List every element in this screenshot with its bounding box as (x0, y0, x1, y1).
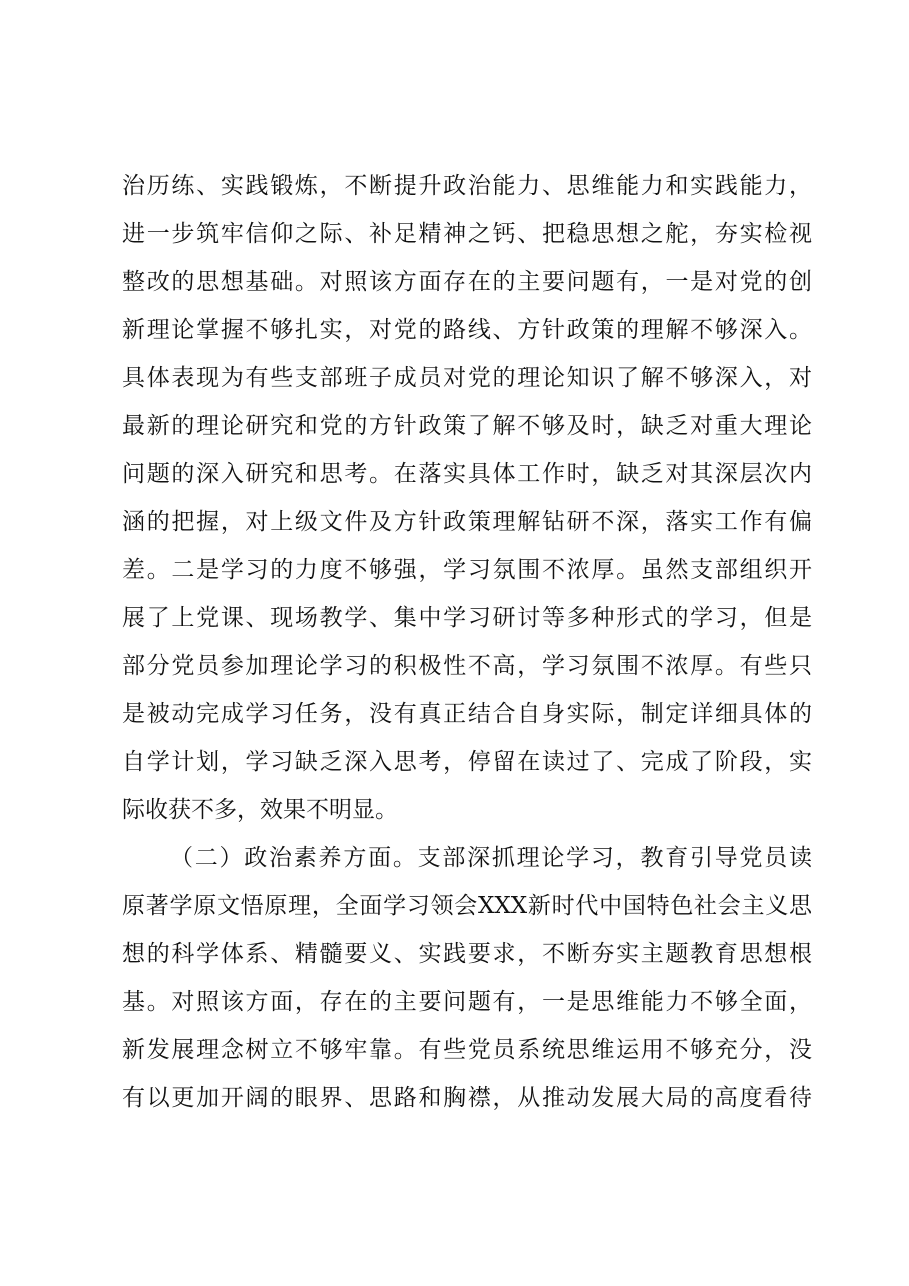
text-line: 涵的把握，对上级文件及方针政策理解钻研不深，落实工作有偏 (122, 509, 812, 535)
text-line: 部分党员参加理论学习的积极性不高，学习氛围不浓厚。有些只 (122, 653, 812, 679)
text-line: 问题的深入研究和思考。在落实具体工作时，缺乏对其深层次内 (122, 461, 812, 487)
body-text (122, 162, 812, 1122)
text-line: 展了上党课、现场教学、集中学习研讨等多种形式的学习，但是 (122, 605, 812, 631)
text-line: 原著学原文悟原理，全面学习领会XXX新时代中国特色社会主义思 (122, 893, 812, 919)
text-line: （二）政治素养方面。支部深抓理论学习，教育引导党员读 (170, 845, 812, 871)
text-line: 差。二是学习的力度不够强，学习氛围不浓厚。虽然支部组织开 (122, 557, 812, 583)
text-line: 想的科学体系、精髓要义、实践要求，不断夯实主题教育思想根 (122, 941, 812, 967)
text-line: 有以更加开阔的眼界、思路和胸襟，从推动发展大局的高度看待 (122, 1085, 812, 1111)
text-line: 基。对照该方面，存在的主要问题有，一是思维能力不够全面， (122, 989, 812, 1015)
text-line: 新理论掌握不够扎实，对党的路线、方针政策的理解不够深入。 (122, 317, 812, 343)
text-line: 具体表现为有些支部班子成员对党的理论知识了解不够深入，对 (122, 365, 812, 391)
text-line: 是被动完成学习任务，没有真正结合自身实际，制定详细具体的 (122, 701, 812, 727)
text-line: 最新的理论研究和党的方针政策了解不够及时，缺乏对重大理论 (122, 413, 812, 439)
text-line: 整改的思想基础。对照该方面存在的主要问题有，一是对党的创 (122, 269, 812, 295)
text-line: 治历练、实践锻炼，不断提升政治能力、思维能力和实践能力， (122, 173, 812, 199)
text-line: 进一步筑牢信仰之际、补足精神之钙、把稳思想之舵，夯实检视 (122, 221, 812, 247)
text-line: 自学计划，学习缺乏深入思考，停留在读过了、完成了阶段，实 (122, 749, 812, 775)
text-line: 际收获不多，效果不明显。 (122, 797, 398, 823)
text-line: 新发展理念树立不够牢靠。有些党员系统思维运用不够充分，没 (122, 1037, 812, 1063)
